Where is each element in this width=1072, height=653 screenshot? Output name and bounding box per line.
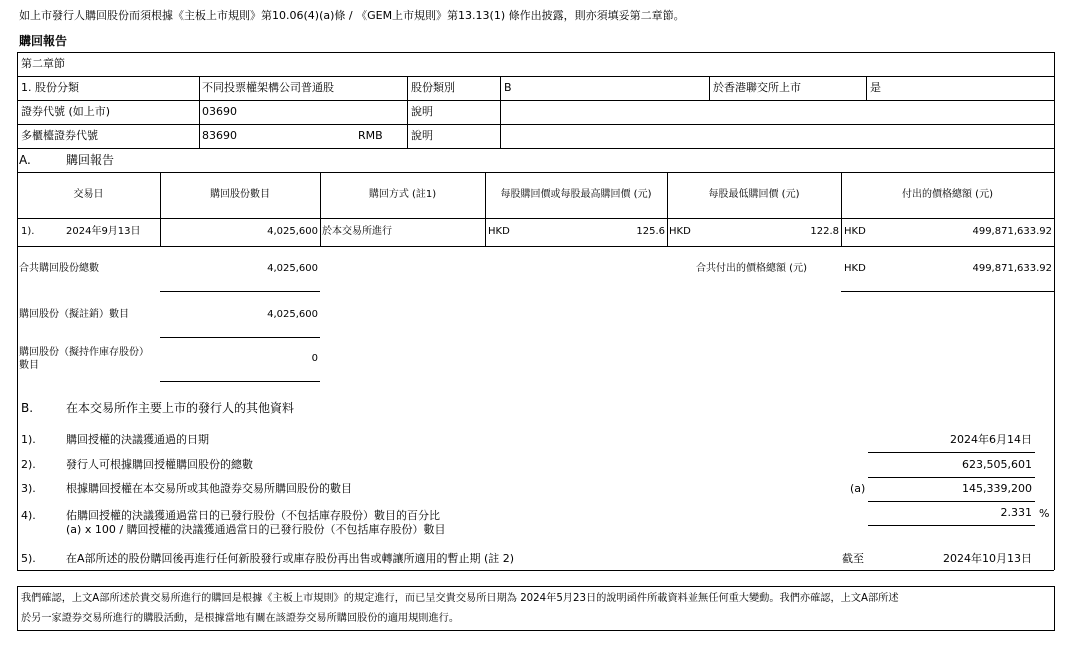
col-header-method: 購回方式 (註1) — [368, 189, 437, 200]
report-title: 購回報告 — [19, 34, 68, 48]
col-header-shares: 購回股份數目 — [210, 189, 270, 200]
confirm-line-1: 我們確認，上文A部所述於貴交易所進行的購回是根據《主板上市規則》的規定進行，而已呈交貴交易所日期為 2024年5月23日的說明函件所載資料並無任何重大變動。我們亦確認，上文A部所述 — [21, 593, 899, 604]
item-index: 5). — [21, 552, 36, 565]
row-low-currency: HKD — [669, 226, 691, 237]
item-index: 1). — [21, 433, 36, 446]
sum-price-value: 499,871,633.92 — [972, 263, 1052, 274]
row-low-price: 122.8 — [810, 226, 839, 237]
item-note: (a) — [850, 482, 866, 495]
row-high-currency: HKD — [488, 226, 510, 237]
multi-currency: RMB — [358, 129, 383, 142]
share-class-label: 1. 股份分類 — [21, 81, 79, 94]
cancel-value: 4,025,600 — [267, 309, 318, 320]
item-value: 2024年10月13日 — [943, 552, 1032, 565]
item-value: 2.331 — [1000, 506, 1032, 519]
row-total-currency: HKD — [844, 226, 866, 237]
section2-title: 第二章節 — [21, 57, 65, 70]
multi-code-value: 83690 — [202, 129, 237, 142]
item-note: 截至 — [842, 552, 864, 565]
col-header-low-price: 每股最低購回價 (元) — [708, 189, 800, 200]
listed-label: 於香港聯交所上市 — [713, 81, 801, 94]
desc-label: 說明 — [411, 105, 433, 118]
intro-text: 如上市發行人購回股份而須根據《主板上市規則》第10.06(4)(a)條 / 《GEM上市規則》第13.13(1) 條作出披露，則亦須填妥第二章節。 — [19, 9, 685, 22]
col-header-high-price: 每股購回價或每股最高購回價 (元) — [500, 189, 652, 200]
share-type-value: B — [504, 81, 512, 94]
item-text: 發行人可根據購回授權購回股份的總數 — [66, 458, 253, 471]
confirmation-box — [17, 586, 1055, 631]
treasury-label-1: 購回股份（擬持作庫存股份） — [19, 347, 149, 358]
code-value: 03690 — [202, 105, 237, 118]
share-class-value: 不同投票權架構公司普通股 — [202, 81, 334, 94]
item-value: 623,505,601 — [962, 458, 1032, 471]
col-header-total: 付出的價格總額 (元) — [902, 189, 993, 200]
item-text: 購回授權的決議獲通過的日期 — [66, 433, 209, 446]
code-label: 證券代號 (如上市) — [21, 105, 111, 118]
item-text: 在A部所述的股份購回後再進行任何新股發行或庫存股份再出售或轉讓所適用的暫止期 (註 2) — [66, 552, 515, 565]
item-text-2: (a) x 100 / 購回授權的決議獲通過當日的已發行股份（不包括庫存股份）數目 — [66, 523, 446, 536]
treasury-value: 0 — [311, 353, 318, 364]
treasury-label-2: 數目 — [19, 360, 39, 371]
item-value: 2024年6月14日 — [950, 433, 1032, 446]
desc-label-2: 說明 — [411, 129, 433, 142]
sum-shares-label: 合共購回股份總數 — [19, 263, 99, 274]
item-index: 3). — [21, 482, 36, 495]
item-index: 4). — [21, 509, 36, 522]
row-index: 1). — [21, 226, 35, 237]
col-header-date: 交易日 — [73, 189, 104, 200]
sum-price-currency: HKD — [844, 263, 866, 274]
row-method: 於本交易所進行 — [322, 226, 392, 237]
section-a-letter: A. — [19, 153, 31, 167]
listed-value: 是 — [870, 81, 881, 94]
item-text: 佑購回授權的決議獲通過當日的已發行股份（不包括庫存股份）數目的百分比 — [66, 509, 440, 522]
cancel-label: 購回股份（擬註銷）數目 — [19, 309, 129, 320]
item-index: 2). — [21, 458, 36, 471]
row-shares: 4,025,600 — [267, 226, 318, 237]
item-value: 145,339,200 — [962, 482, 1032, 495]
percent-unit: % — [1039, 507, 1050, 520]
multi-code-label: 多櫃檯證券代號 — [21, 129, 98, 142]
row-high-price: 125.6 — [636, 226, 665, 237]
section-a-title: 購回報告 — [66, 153, 115, 167]
share-type-label: 股份類別 — [411, 81, 455, 94]
item-text: 根據購回授權在本交易所或其他證券交易所購回股份的數目 — [66, 482, 352, 495]
row-total: 499,871,633.92 — [972, 226, 1052, 237]
confirm-line-2: 於另一家證券交易所進行的購股活動，是根據當地有關在該證券交易所購回股份的適用規則進行。 — [21, 613, 460, 624]
row-date: 2024年9月13日 — [66, 226, 141, 237]
sum-shares-value: 4,025,600 — [267, 263, 318, 274]
section-b-title: 在本交易所作主要上市的發行人的其他資料 — [66, 401, 295, 415]
sum-price-label: 合共付出的價格總額 (元) — [696, 263, 807, 274]
section-b-letter: B. — [21, 401, 34, 415]
